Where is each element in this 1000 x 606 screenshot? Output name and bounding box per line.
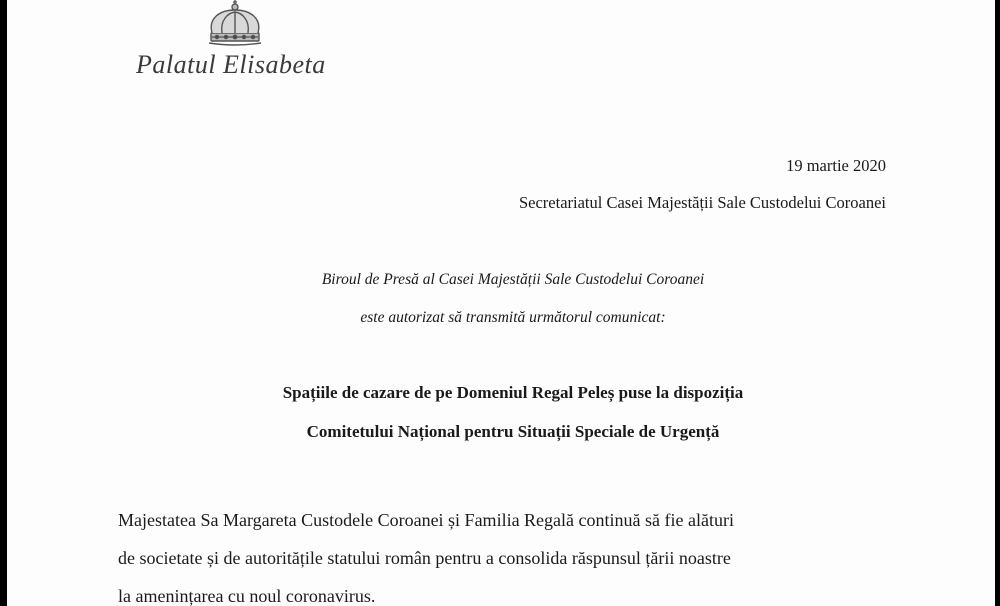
press-note-line-1: Biroul de Presă al Casei Majestății Sale Custodelui Coroanei — [321, 271, 705, 288]
royal-crown-icon — [200, 0, 270, 46]
body-paragraph-line: la amenințarea cu noul coronavirus. — [118, 586, 376, 606]
scan-border-right — [995, 0, 1000, 606]
scan-border-left — [0, 0, 7, 606]
body-paragraph-line: Majestatea Sa Margareta Custodele Coroanei și Familia Regală continuă să fie alături — [118, 510, 734, 530]
communique-title-line-2: Comitetului Național pentru Situații Speciale de Urgență — [306, 422, 720, 441]
document-date: 19 martie 2020 — [786, 156, 886, 175]
body-paragraph-line: de societate și de autoritățile statului român pentru a consolida răspunsul țării noastre — [118, 548, 731, 568]
press-note-line-2: este autorizat să transmită următorul comunicat: — [360, 309, 666, 326]
sender-line: Secretariatul Casei Majestății Sale Custodelui Coroanei — [518, 193, 886, 212]
communique-title-line-1: Spațiile de cazare de pe Domeniul Regal Peleș puse la dispoziția — [282, 383, 744, 402]
letterhead-brand: Palatul Elisabeta — [136, 50, 326, 79]
